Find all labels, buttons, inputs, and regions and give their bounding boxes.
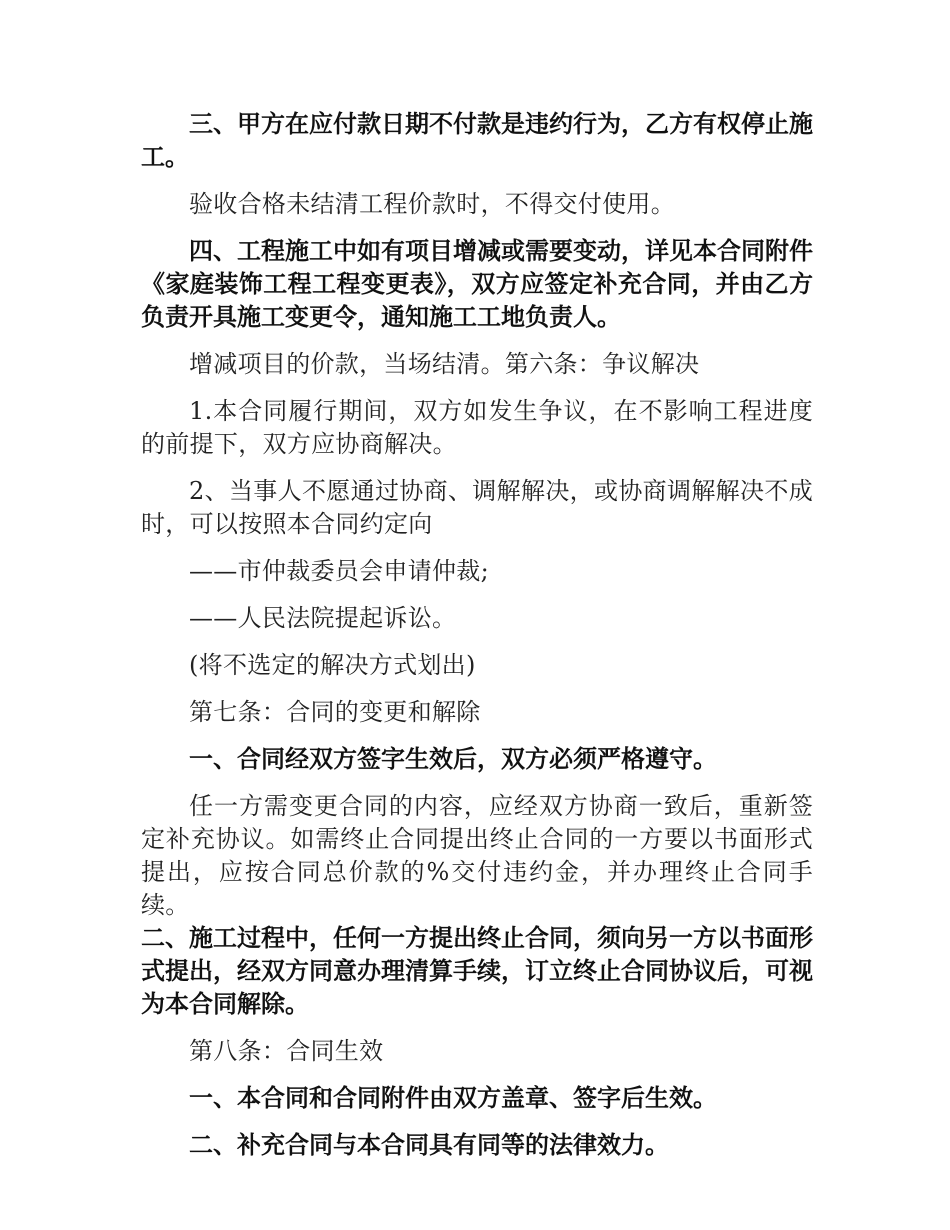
note-strike-out: (将不选定的解决方式划出)	[189, 651, 476, 679]
option-litigation: ——人民法院提起诉讼。	[189, 604, 457, 632]
clause-change-items: 四、工程施工中如有项目增减或需要变动，详见本合同附件《家庭装饰工程工程变更表》，双方应签定补充合同，并由乙方负责开具施工变更令，通知施工工地负责人。	[141, 237, 813, 331]
option-arbitration: ——市仲裁委员会申请仲裁;	[189, 557, 489, 585]
paragraph-contract-change: 任一方需变更合同的内容，应经双方协商一致后，重新签定补充协议。如需终止合同提出终止合同的一方要以书面形式提出，应按合同总价款的%交付违约金，并办理终止合同手续。	[141, 792, 813, 919]
paragraph-dispute-1: 1.本合同履行期间，双方如发生争议，在不影响工程进度的前提下，双方应协商解决。	[141, 397, 813, 458]
clause-supplementary: 二、补充合同与本合同具有同等的法律效力。	[189, 1131, 669, 1159]
paragraph-dispute-2: 2、当事人不愿通过协商、调解解决，或协商调解解决不成时，可以按照本合同约定向	[141, 477, 813, 538]
heading-article-7: 第七条：合同的变更和解除	[189, 698, 481, 726]
clause-signing-effective: 一、合同经双方签字生效后，双方必须严格遵守。	[189, 745, 717, 773]
document-body	[141, 108, 813, 1176]
paragraph-acceptance: 验收合格未结清工程价款时，不得交付使用。	[189, 190, 675, 218]
paragraph-settlement: 增减项目的价款，当场结清。第六条：争议解决	[189, 350, 700, 378]
heading-article-8: 第八条：合同生效	[189, 1037, 384, 1065]
clause-payment-default: 三、甲方在应付款日期不付款是违约行为，乙方有权停止施工。	[141, 110, 813, 171]
clause-effective: 一、本合同和合同附件由双方盖章、签字后生效。	[189, 1084, 717, 1112]
clause-termination: 二、施工过程中，任何一方提出终止合同，须向另一方以书面形式提出，经双方同意办理清算手续，订立终止合同协议后，可视为本合同解除。	[141, 924, 813, 1018]
